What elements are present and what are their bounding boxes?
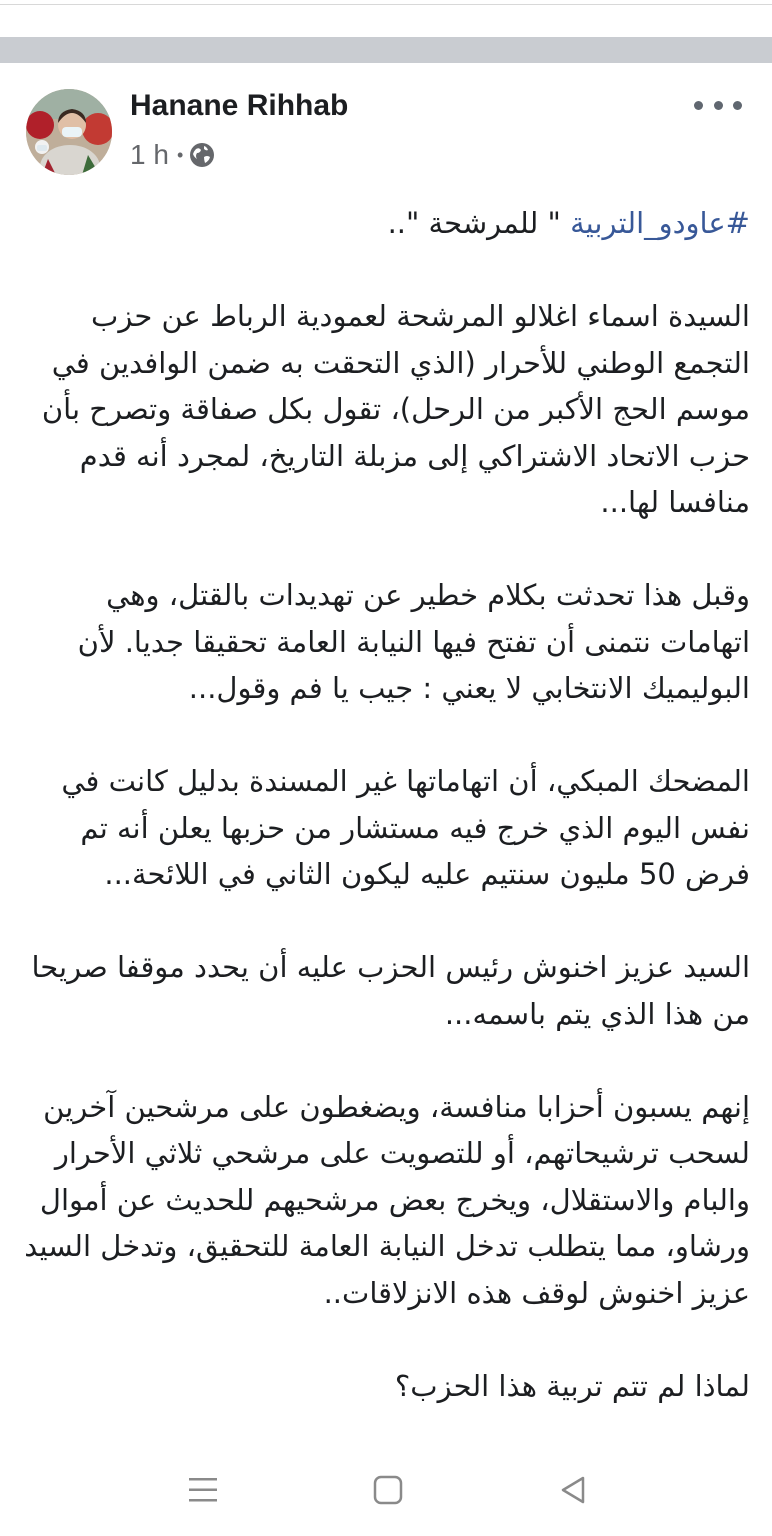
- post-meta: [130, 137, 215, 173]
- post-paragraph: السيدة اسماء اغلالو المرشحة لعمودية الرباط عن حزب التجمع الوطني للأحرار (الذي التحقت به ضمن الوافدين في موسم الحج الأكبر من الرحل)، تقول بكل صفاقة وتصرح بأن حزب الاتحاد الاشتراكي إلى مزبلة التاريخ، لمجرد أنه قدم منافسا لها...: [41, 299, 750, 519]
- post-paragraph: وقبل هذا تحدثت بكلام خطير عن تهديدات بالقتل، وهي اتهامات نتمنى أن تفتح فيها النيابة العامة تحقيقا جديا. لأن البوليميك الانتخابي لا يعني : جيب يا فم وقول...: [77, 578, 750, 705]
- author-name[interactable]: Hanane Rihhab: [130, 89, 349, 122]
- post-paragraph: إنهم يسبون أحزابا منافسة، ويضغطون على مرشحين آخرين لسحب ترشيحاتهم، أو للتصويت على مرشحي ثلاثي الأحرار والبام والاستقلال، ويخرج بعض مرشحيهم للحديث عن أموال ورشاو، مما يتطلب تدخل النيابة العامة للتحقيق، وتدخل السيد عزيز اخنوش لوقف هذه الانزلاقات..: [24, 1089, 750, 1310]
- first-line-text: " للمرشحة "..: [387, 206, 571, 240]
- post-first-line: [22, 200, 750, 247]
- post-paragraph: السيد عزيز اخنوش رئيس الحزب عليه أن يحدد موقفا صريحا من هذا الذي يتم باسمه...: [31, 950, 750, 1031]
- avatar[interactable]: [26, 89, 112, 175]
- system-navigation-bar: [0, 1440, 772, 1536]
- meta-separator: •: [176, 144, 184, 165]
- back-triangle-icon[interactable]: [553, 1470, 593, 1510]
- post-paragraph: لماذا لم تتم تربية هذا الحزب؟: [394, 1368, 750, 1403]
- top-rule: [0, 0, 772, 5]
- feed-separator: [0, 37, 772, 63]
- post-header: [0, 63, 772, 193]
- post-time[interactable]: 1 h: [130, 139, 169, 170]
- post-paragraph: المضحك المبكي، أن اتهاماتها غير المسندة بدليل كانت في نفس اليوم الذي خرج فيه مستشار من حزبها يعلن أنه تم فرض 50 مليون سنتيم عليه ليكون الثاني في اللائحة...: [61, 764, 750, 891]
- recents-icon[interactable]: [183, 1470, 223, 1510]
- home-square-icon[interactable]: [368, 1470, 408, 1510]
- hashtag-link[interactable]: #عاودو_التربية: [570, 206, 750, 240]
- globe-icon[interactable]: [189, 142, 215, 168]
- post-text: [22, 200, 750, 1440]
- more-options-icon[interactable]: [694, 91, 742, 119]
- profile-photo: [26, 89, 112, 175]
